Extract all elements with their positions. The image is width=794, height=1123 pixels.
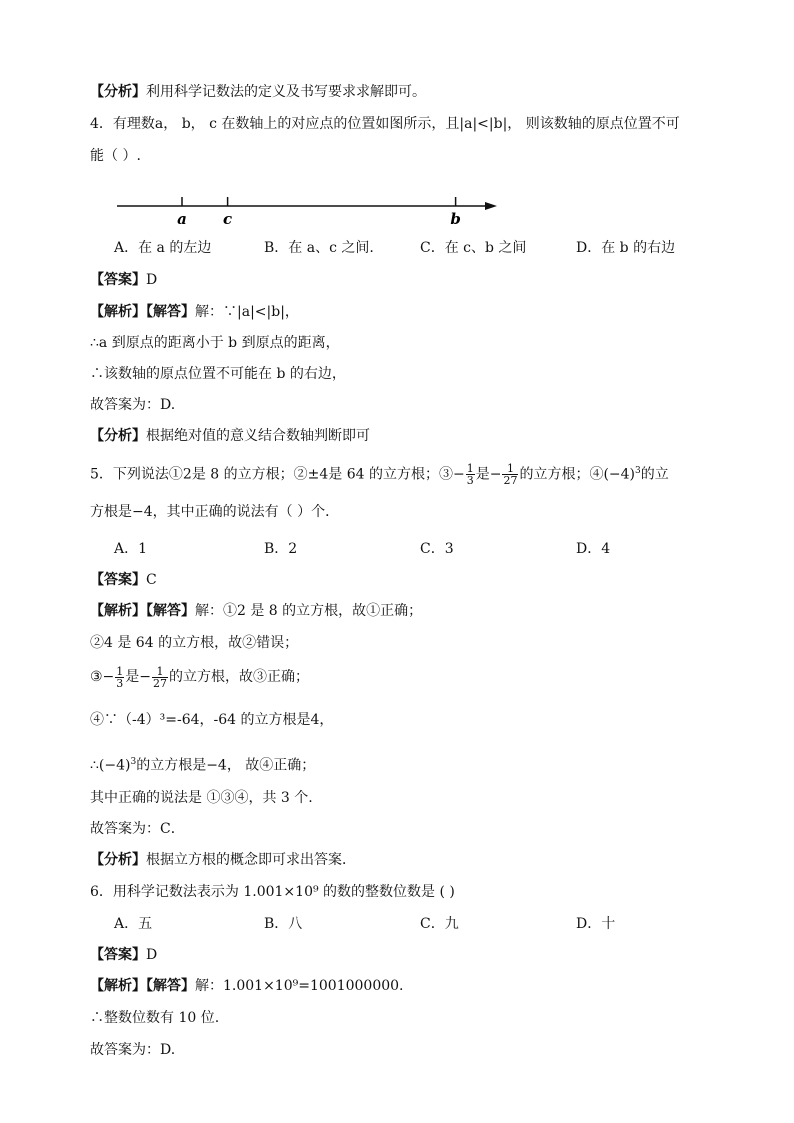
q5-explain <box>90 601 422 621</box>
q5-line5-b: 的立方根是−4， 故④正确； <box>136 757 316 774</box>
q5-explain-line5: $\therefore(-4)^3$的立方根是−4， 故④正确； <box>90 757 316 774</box>
q6-explain-line2: ∴整数位数有 10 位. <box>90 1010 220 1026</box>
q5-line3-a: ③− <box>90 669 115 685</box>
number-line-arrow <box>485 202 497 210</box>
q6-answer <box>90 945 157 965</box>
q4-option-c: C．在 c、b 之间 <box>420 240 527 256</box>
q4-option-a: A．在 a 的左边 <box>114 240 212 256</box>
q6-option-c: C．九 <box>420 916 459 932</box>
explain-head: 解：∵|a|<|b|， <box>195 304 299 320</box>
q5-stem-b: ±4是 64 的立方根；③ <box>307 466 453 483</box>
fraction-one-27th: $\frac{1}{27}$ <box>153 664 168 690</box>
q6-option-d: D．十 <box>576 916 616 932</box>
q5-explain-line7: 故答案为：C． <box>90 821 185 837</box>
analysis-text: 根据绝对值的意义结合数轴判断即可 <box>146 428 370 444</box>
q5-explain-line4: ④∵（-4）³=-64，-64 的立方根是4， <box>90 712 334 728</box>
q6-explain <box>90 976 404 996</box>
q6-option-a: A．五 <box>114 916 153 932</box>
q6-option-b: B．八 <box>264 916 303 932</box>
analysis-tag: 【分析】 <box>90 84 146 100</box>
q4-option-d: D．在 b 的右边 <box>576 240 676 256</box>
explain-line1: 解：①2 是 8 的立方根，故①正确； <box>195 603 423 619</box>
fraction-one-third: $\frac{1}{3}$ <box>466 462 474 488</box>
answer-value: C <box>146 572 157 588</box>
q4-explain-line2: ∴该数轴的原点位置不可能在 b 的右边， <box>90 366 346 382</box>
number-line-label-c: c <box>223 210 233 228</box>
q4-stem-line1: 4．有理数a， b， c 在数轴上的对应点的位置如图所示，且|a|<|b|， 则该数轴的原点位置不可 <box>90 116 680 132</box>
q5-stem-c: 是 <box>475 466 490 483</box>
q5-analysis <box>90 850 356 870</box>
q4-explain-line3: 故答案为：D. <box>90 397 176 413</box>
analysis-text: 根据立方根的概念即可求出答案． <box>146 852 356 868</box>
q3-analysis <box>90 82 426 102</box>
q5-stem-d: 的立方根；④(−4) <box>519 466 636 483</box>
q5-answer <box>90 570 157 590</box>
q5-option-d: D．4 <box>576 541 611 557</box>
number-line-label-a: a <box>177 210 187 228</box>
q5-explain-line3 <box>90 664 309 690</box>
q4-explain-line1: ∴a 到原点的距离小于 b 到原点的距离， <box>90 335 340 351</box>
q4-answer <box>90 270 157 290</box>
q5-line3-b: 是− <box>125 669 152 685</box>
explain-prefix: 解 <box>195 978 209 994</box>
explain-line1: ：1.001×10⁹=1001000000. <box>209 978 404 994</box>
q5-line5-a: ∴(−4) <box>90 757 131 774</box>
q5-stem-line1: 5．下列说法①2是 8 的立方根；②±4是 64 的立方根；③− $\frac{1}{3}$ 是− $\frac{1}{27}$ 的立方根；$④(-4)^3$的立 <box>90 462 669 488</box>
q5-stem-a: 5．下列说法①2是 8 的立方根；② <box>90 466 308 483</box>
answer-value: D <box>146 947 158 963</box>
q6-explain-line3: 故答案为：D. <box>90 1042 176 1058</box>
q5-stem-e: 的立 <box>640 466 669 483</box>
answer-tag: 【答案】 <box>90 272 146 288</box>
explain-tag: 【解析】【解答】 <box>90 304 195 320</box>
q5-option-c: C．3 <box>420 541 454 557</box>
answer-tag: 【答案】 <box>90 572 146 588</box>
q4-stem-line2: 能（ ）. <box>90 148 141 164</box>
analysis-tag: 【分析】 <box>90 428 146 444</box>
q4-analysis <box>90 426 370 446</box>
fraction-one-third: $\frac{1}{3}$ <box>116 664 124 690</box>
answer-tag: 【答案】 <box>90 947 146 963</box>
q5-line3-c: 的立方根，故③正确； <box>169 669 310 685</box>
q5-option-b: B．2 <box>264 541 298 557</box>
q5-explain-line2: ②4 是 64 的立方根，故②错误； <box>90 635 299 651</box>
q6-stem: 6．用科学记数法表示为 1.001×10⁹ 的数的整数位数是 ( ) <box>90 884 455 900</box>
number-line-figure <box>112 192 512 232</box>
q4-option-b: B．在 a、c 之间. <box>264 240 374 256</box>
q4-explain <box>90 302 299 322</box>
explain-tag: 【解析】【解答】 <box>90 978 195 994</box>
fraction-one-27th: $\frac{1}{27}$ <box>503 462 518 488</box>
analysis-text: 利用科学记数法的定义及书写要求求解即可。 <box>146 84 426 100</box>
explain-tag: 【解析】【解答】 <box>90 603 195 619</box>
q5-explain-line6: 其中正确的说法是 ①③④，共 3 个. <box>90 790 313 806</box>
answer-value: D <box>146 272 158 288</box>
q5-stem-line2: 方根是−4，其中正确的说法有（ ）个． <box>90 504 340 520</box>
q5-option-a: A．1 <box>114 541 148 557</box>
analysis-tag: 【分析】 <box>90 852 146 868</box>
number-line-label-b: b <box>450 210 461 228</box>
